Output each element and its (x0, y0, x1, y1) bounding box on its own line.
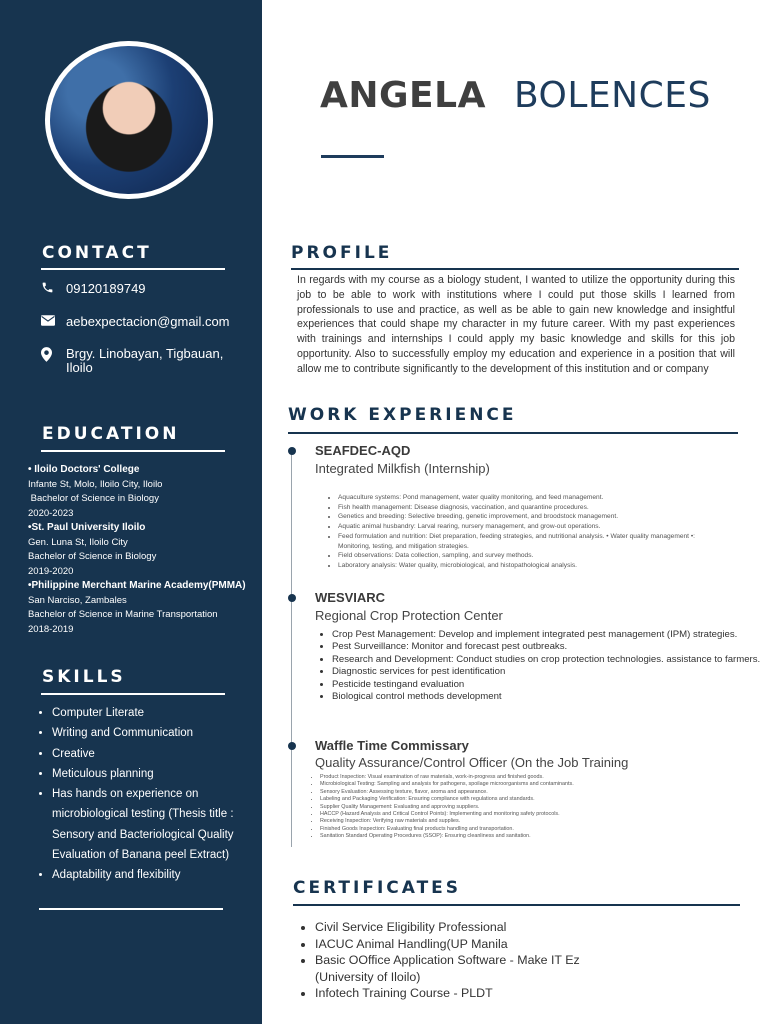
duty-item: • Receiving Inspection: Verifying raw materials and supplies. (320, 818, 680, 825)
contact-email (41, 314, 230, 329)
duty-item: • Laboratory analysis: Water quality, microbiological, and histopathological analysis. (338, 561, 703, 571)
full-name (320, 75, 711, 116)
duty-item: • HACCP (Hazard Analysis and Critical Control Points): Implementing and monitoring safety protocols. (320, 811, 680, 818)
duty-item: • Sensory Evaluation: Assessing texture, flavor, aroma and appearance. (320, 789, 680, 796)
duty-item: • Aquaculture systems: Pond management, water quality monitoring, and feed management. (338, 493, 703, 503)
certificates-heading: CERTIFICATES (293, 878, 462, 898)
school-years: 2019-2020 (28, 565, 74, 577)
school-degree: Bachelor of Science in Marine Transportation (28, 609, 218, 620)
company-name: SEAFDEC-AQD (315, 443, 411, 458)
skill-item: • Adaptability and flexibility (52, 865, 262, 885)
skills-heading: SKILLS (42, 667, 126, 687)
school-years: 2020-2023 (28, 507, 74, 519)
duty-item: • Pesticide testingand evaluation (332, 679, 765, 691)
duty-item: • Diagnostic services for pest identification (332, 666, 765, 678)
duty-item: • Product Inspection: Visual examination of raw materials, work-in-progress and finished goods. (320, 774, 680, 781)
job-role: Quality Assurance/Control Officer (On the Job Training (315, 755, 629, 770)
sidebar (0, 0, 262, 1024)
email-icon (41, 314, 66, 329)
education-list (28, 463, 246, 637)
duty-item: • Crop Pest Management: Develop and implement integrated pest management (IPM) strategies. (332, 629, 765, 641)
skills-divider (41, 693, 225, 695)
job-role: Integrated Milkfish (Internship) (315, 461, 490, 476)
location-pin-icon (41, 347, 66, 365)
duty-item: • Field observations: Data collection, sampling, and survey methods. (338, 551, 703, 561)
school-name: • Iloilo Doctors' College (28, 464, 140, 475)
contact-heading: CONTACT (42, 243, 152, 263)
duty-item: • Labeling and Packaging Verification: Ensuring compliance with regulations and standards. (320, 796, 680, 803)
school-years: 2018-2019 (28, 623, 74, 635)
duty-item: • Fish health management: Disease diagnosis, vaccination, and quarantine procedures. (338, 503, 703, 513)
email-address: aebexpectacion@gmail.com (66, 314, 230, 329)
timeline-line (291, 450, 292, 847)
duty-item: • Feed formulation and nutrition: Diet preparation, feeding strategies, and nutritional analysis. • Water quality management •: Monitoring, testing, and mitigation strategies. (338, 532, 703, 551)
contact-phone (41, 281, 146, 297)
school-name: •Philippine Merchant Marine Academy(PMMA) (28, 580, 246, 591)
skill-item: • Writing and Communication (52, 723, 262, 743)
skill-item: • Computer Literate (52, 703, 262, 723)
school-degree: Bachelor of Science in Biology (28, 551, 157, 562)
duty-item: • Sanitation Standard Operating Procedures (SSOP): Ensuring cleanliness and sanitation. (320, 833, 680, 840)
phone-number: 09120189749 (66, 281, 146, 296)
school-address: Gen. Luna St, Iloilo City (28, 536, 128, 548)
work-experience-heading: WORK EXPERIENCE (288, 405, 517, 425)
duty-item: • Genetics and breeding: Selective breeding, genetic improvement, and broodstock management. (338, 512, 703, 522)
home-address: Brgy. Linobayan, Tigbauan, Iloilo (66, 346, 224, 375)
school-address: Infante St, Molo, Iloilo City, Iloilo (28, 478, 163, 490)
timeline-dot (288, 742, 296, 750)
education-entry (28, 579, 246, 637)
last-name: BOLENCES (513, 75, 711, 116)
certificate-item: • Basic OOffice Application Software - Make IT Ez (University of Iloilo) (315, 952, 615, 985)
duty-item: • Pest Surveillance: Monitor and forecast pest outbreaks. (332, 641, 765, 653)
skill-item: • Creative (52, 744, 262, 764)
timeline-dot (288, 447, 296, 455)
sidebar-bottom-divider (39, 908, 223, 910)
school-degree: Bachelor of Science in Biology (28, 493, 159, 504)
profile-photo (50, 46, 208, 194)
certificate-item: • Infotech Training Course - PLDT (315, 985, 615, 1002)
school-name: •St. Paul University Iloilo (28, 522, 146, 533)
skill-item: • Meticulous planning (52, 764, 262, 784)
job-duties (322, 493, 703, 571)
profile-divider (291, 268, 739, 270)
timeline-dot (288, 594, 296, 602)
certificate-item: • IACUC Animal Handling(UP Manila (315, 936, 615, 953)
profile-photo-frame (45, 41, 213, 199)
phone-icon (41, 281, 66, 297)
first-name: ANGELA (320, 75, 486, 116)
school-address: San Narciso, Zambales (28, 594, 127, 606)
duty-item: • Biological control methods development (332, 691, 765, 703)
duty-item: • Supplier Quality Management: Evaluating and approving suppliers. (320, 804, 680, 811)
contact-divider (41, 268, 225, 270)
education-entry (28, 521, 246, 579)
duty-item: • Aquatic animal husbandry: Larval rearing, nursery management, and grow-out operations. (338, 522, 703, 532)
education-heading: EDUCATION (42, 424, 180, 444)
job-duties (315, 629, 765, 703)
contact-address (41, 347, 241, 375)
company-name: Waffle Time Commissary (315, 738, 469, 753)
skill-item: • Has hands on experience on microbiological testing (Thesis title : Sensory and Bacteriological Quality Evaluation of Banana peel Extract) (52, 784, 262, 865)
education-divider (41, 450, 225, 452)
duty-item: • Finished Goods Inspection: Evaluating final products handling and transportation. (320, 826, 680, 833)
job-duties (306, 774, 680, 841)
duty-item: • Research and Development: Conduct studies on crop protection technologies. assistance to farmers. (332, 654, 765, 666)
certificates-divider (293, 904, 740, 906)
certificate-item: • Civil Service Eligibility Professional (315, 919, 615, 936)
profile-text: In regards with my course as a biology student, I wanted to utilize the opportunity during this job to be able to work with institutions where I could put those skills I learned from professionals to use and practice, as well as be able to gain new knowledge and insightful experiences that could shape my character in my future career. With my past experiences with trainings and internships I could apply my basic knowledge and skills for this job opportunity. Also to successfully employ my education and experience in a position that will allow me to contribute significantly to the development of this institution and or company (297, 274, 735, 375)
company-name: WESVIARC (315, 590, 386, 605)
job-role: Regional Crop Protection Center (315, 608, 503, 623)
work-experience-divider (288, 432, 738, 434)
profile-heading: PROFILE (291, 243, 393, 263)
name-underline (321, 155, 384, 158)
certificates-list (298, 919, 615, 1002)
duty-item: • Microbiological Testing: Sampling and analysis for pathogens, spoilage microorganisms and contaminants. (320, 781, 680, 788)
skills-list (34, 703, 262, 886)
education-entry (28, 463, 246, 521)
